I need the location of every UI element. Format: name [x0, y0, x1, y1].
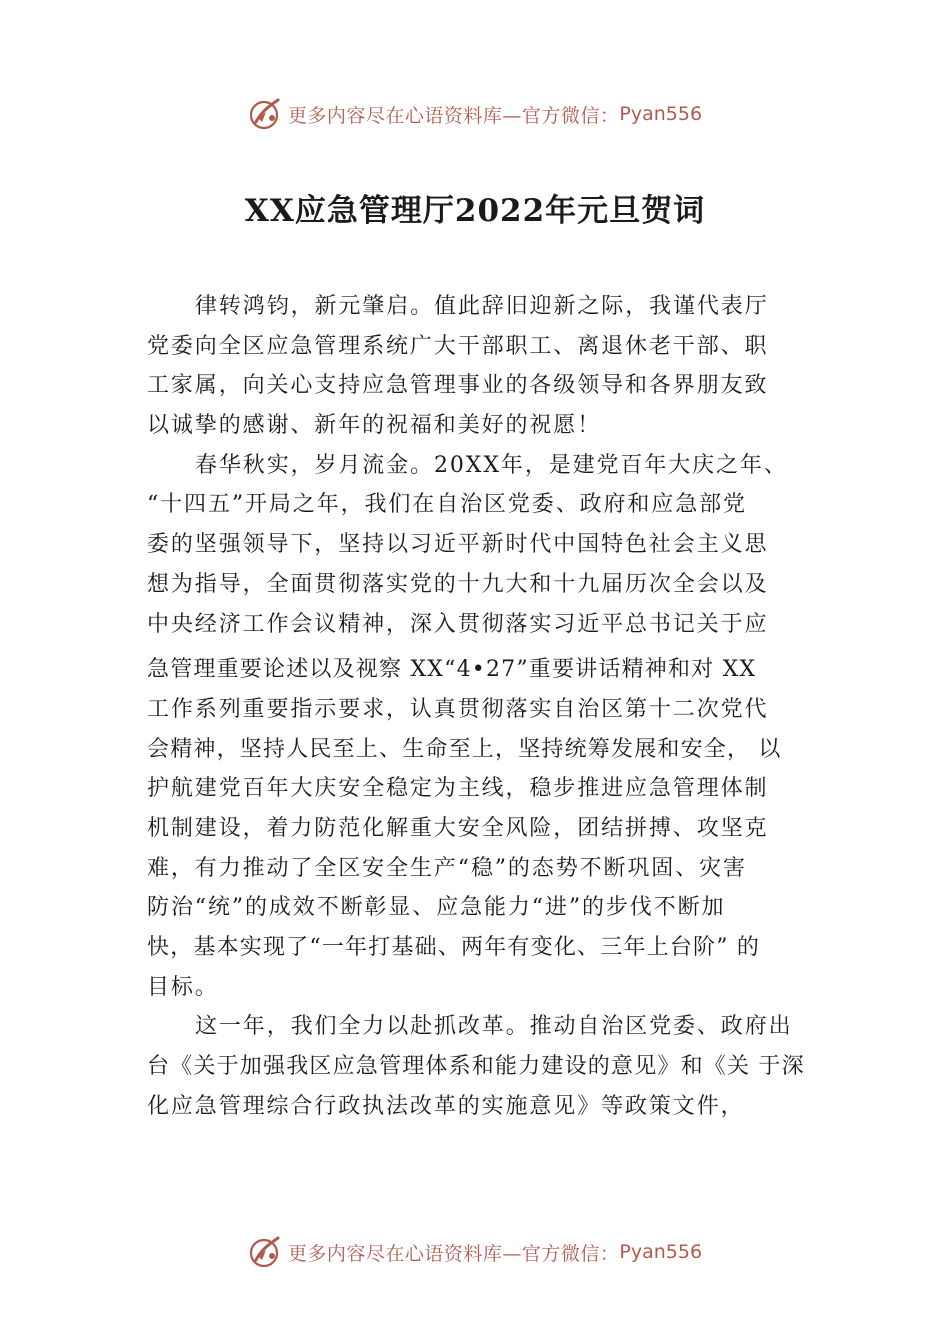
text-line: 工作系列重要指示要求，认真贯彻落实自治区第十二次党代: [147, 696, 769, 722]
text-line: 想为指导，全面贯彻落实党的十九大和十九届历次全会以及: [147, 571, 769, 597]
text-line: “十四五”开局之年，我们在自治区党委、政府和应急部党: [147, 492, 747, 518]
text-line: 防治“统”的成效不断彰显、应急能力“进”的步伐不断加: [147, 895, 726, 921]
text-line: 台《关于加强我区应急管理体系和能力建设的意见》和《关 于深: [147, 1054, 805, 1080]
watermark-wechat-id: Pyan556: [619, 103, 703, 125]
text-line: 党委向全区应急管理系统广大干部职工、离退休老干部、职: [147, 333, 769, 359]
text-line: 化应急管理综合行政执法改革的实施意见》等政策文件，: [147, 1093, 745, 1119]
paragraph-1: [147, 287, 837, 446]
watermark-wechat-id: Pyan556: [619, 1241, 703, 1263]
text-line: 春华秋实，岁月流金。20XX年，是建党百年大庆之年、: [195, 452, 788, 478]
brush-pen-logo-icon: [248, 1234, 284, 1270]
document-body: [147, 287, 837, 1126]
watermark-text: 更多内容尽在心语资料库—官方微信：: [287, 1242, 620, 1265]
document-title: XX应急管理厅2022年元旦贺词: [244, 193, 706, 229]
header-watermark: [0, 94, 950, 134]
text-line: 工家属，向关心支持应急管理事业的各级领导和各界朋友致: [147, 373, 769, 399]
text-line: 这一年，我们全力以赴抓改革。推动自治区党委、政府出: [195, 1014, 793, 1040]
text-line: 急管理重要论述以及视察 XX“4•27”重要讲话精神和对 XX: [147, 657, 757, 683]
paragraph-3: [147, 1007, 837, 1126]
text-line: 委的坚强领导下，坚持以习近平新时代中国特色社会主义思: [147, 532, 769, 558]
text-line: 会精神，坚持人民至上、生命至上，坚持统筹发展和安全， 以: [147, 736, 782, 762]
paragraph-2: [147, 446, 837, 1008]
watermark-text: 更多内容尽在心语资料库—官方微信：: [287, 104, 620, 127]
text-line: 律转鸿钧，新元肇启。值此辞旧迎新之际，我谨代表厅: [195, 294, 769, 319]
text-line: 护航建党百年大庆安全稳定为主线，稳步推进应急管理体制: [147, 776, 769, 802]
text-line: 目标。: [147, 974, 219, 1000]
text-line: 快，基本实现了“一年打基础、两年有变化、三年上台阶” 的: [147, 935, 761, 960]
text-line: 中央经济工作会议精神，深入贯彻落实习近平总书记关于应: [147, 611, 769, 637]
text-line: 机制建设，着力防范化解重大安全风险，团结拼搏、攻坚克: [147, 815, 769, 841]
footer-watermark: [0, 1232, 950, 1272]
brush-pen-logo-icon: [248, 96, 284, 132]
text-line: 以诚挚的感谢、新年的祝福和美好的祝愿！: [147, 413, 602, 439]
text-line: 难，有力推动了全区安全生产“稳”的态势不断巩固、灾害: [147, 855, 747, 881]
